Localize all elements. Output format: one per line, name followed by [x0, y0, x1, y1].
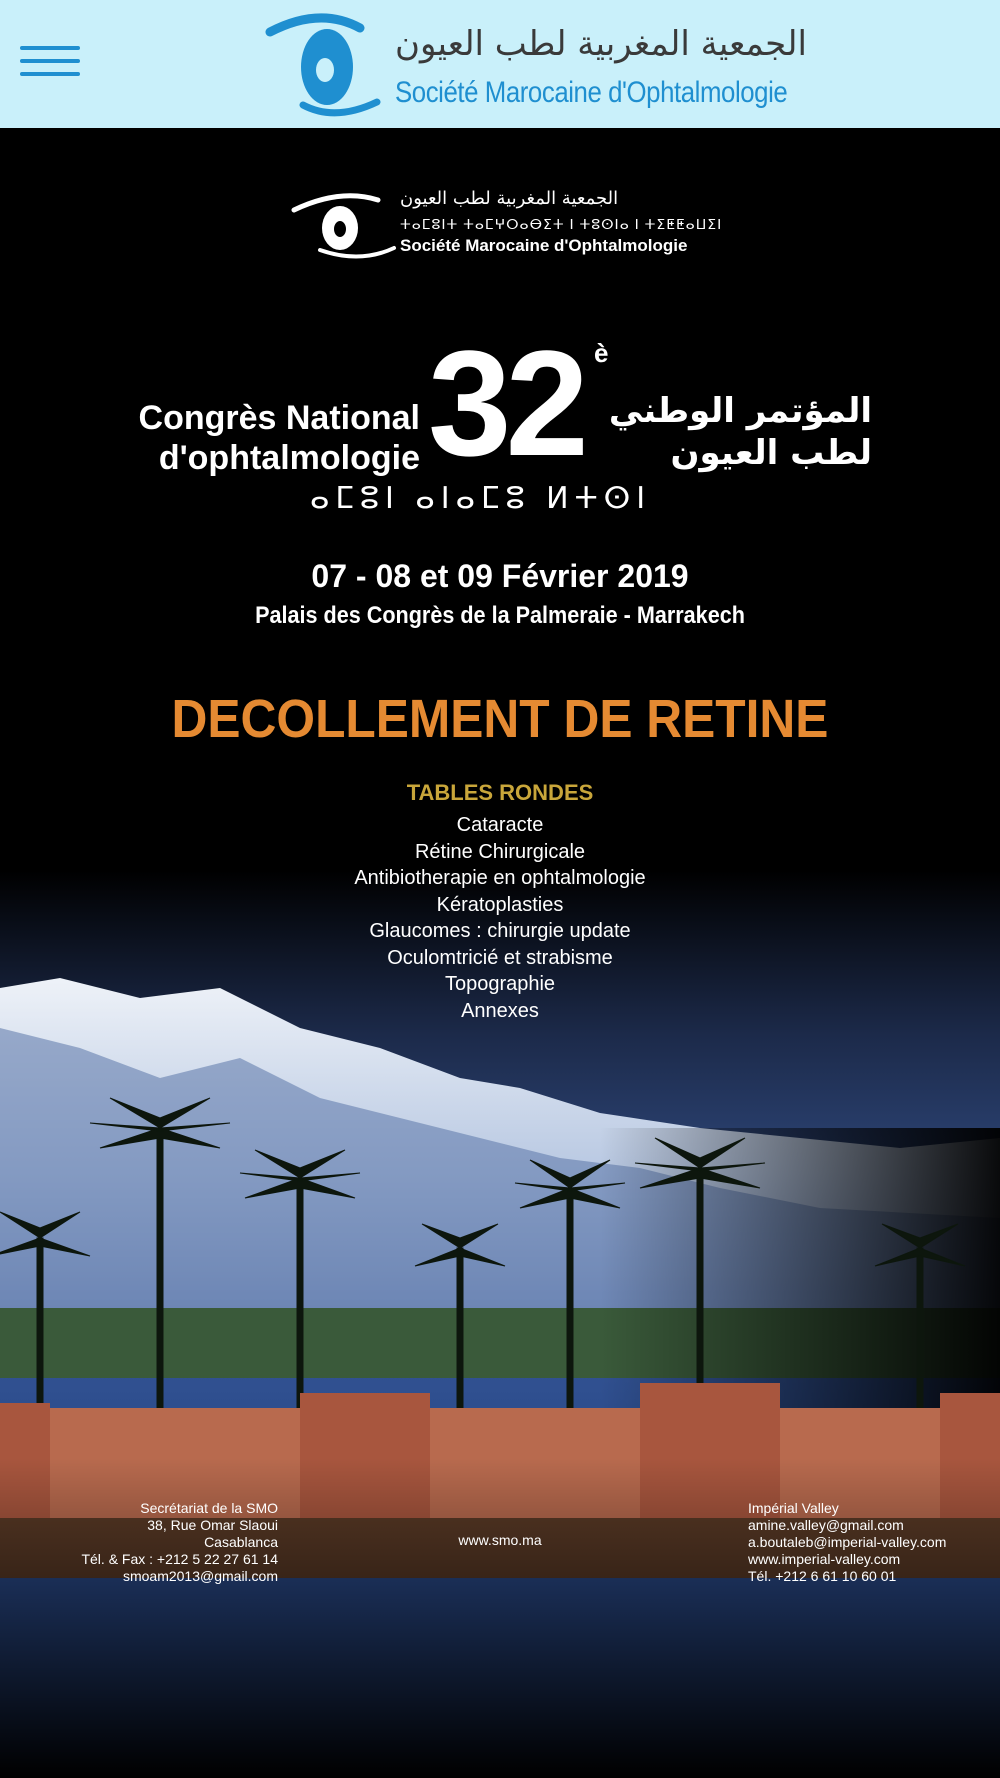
app-header — [0, 0, 1000, 128]
congress-title-french — [130, 398, 420, 478]
edition-suffix: è — [594, 338, 609, 368]
round-table-item: Topographie — [444, 973, 556, 995]
footer-secretariat-contact — [60, 1500, 278, 1585]
congress-poster — [0, 128, 1000, 1778]
footer-line: Tél. & Fax : +212 5 22 27 61 14 — [81, 1551, 278, 1567]
footer-line: amine.valley@gmail.com — [748, 1517, 904, 1533]
eye-logo-icon — [265, 10, 385, 120]
poster-logo-arabic: الجمعية المغربية لطب العيون — [400, 188, 619, 209]
logo-french-text: Société Marocaine d'Ophtalmologie — [395, 76, 788, 109]
congress-dates: 07 - 08 et 09 Février 2019 — [311, 558, 689, 594]
footer-line: www.imperial-valley.com — [748, 1551, 901, 1567]
congress-title-arabic — [602, 390, 872, 474]
round-table-item: Rétine Chirurgicale — [414, 840, 586, 863]
footer-line: smoam2013@gmail.com — [122, 1568, 278, 1584]
round-tables-title: TABLES RONDES — [406, 780, 594, 805]
hamburger-menu-icon[interactable] — [20, 46, 80, 86]
congress-french-line2: d'ophtalmologie — [158, 439, 420, 477]
edition-number: 32 — [428, 319, 583, 487]
footer-line: Impérial Valley — [748, 1500, 839, 1516]
logo-arabic-text: الجمعية المغربية لطب العيون — [395, 24, 807, 64]
congress-topic: DECOLLEMENT DE RETINE — [171, 689, 829, 749]
congress-french-line1: Congrès National — [138, 399, 420, 437]
congress-venue: Palais des Congrès de la Palmeraie - Marrakech — [255, 602, 745, 629]
footer-line: Tél. +212 6 61 10 60 01 — [748, 1568, 897, 1584]
congress-title-tifinagh: ⴰⵎⵓⵏ ⴰⵏⴰⵎⵓ ⵍⵜⵙⵏ — [310, 481, 652, 516]
eye-logo-icon — [290, 188, 400, 268]
round-table-item: Kératoplasties — [436, 893, 564, 916]
round-table-item: Antibiotherapie en ophtalmologie — [354, 867, 646, 889]
footer-line: 38, Rue Omar Slaoui — [147, 1517, 278, 1533]
round-tables-list — [0, 812, 1000, 1024]
round-table-item: Glaucomes : chirurgie update — [369, 920, 631, 942]
round-table-item: Oculomtricié et strabisme — [387, 946, 613, 969]
congress-arabic-line1: المؤتمر الوطني — [608, 391, 872, 431]
round-table-item: Cataracte — [456, 814, 544, 836]
footer-line: Secrétariat de la SMO — [140, 1500, 278, 1516]
site-logo[interactable] — [265, 10, 807, 120]
footer-line: Casablanca — [204, 1534, 278, 1550]
round-table-item: Annexes — [461, 999, 539, 1022]
footer-agency-contact — [748, 1500, 988, 1585]
poster-logo-tifinagh: ⵜⴰⵎⵓⵏⵜ ⵜⴰⵎⵖⵔⴰⴱⵉⵜ ⵏ ⵜⵓⵙⵏⴰ ⵏ ⵜⵉⵟⵟⴰⵡⵉⵏ — [400, 216, 723, 232]
poster-logo — [290, 188, 723, 268]
footer-line: a.boutaleb@imperial-valley.com — [748, 1534, 947, 1550]
footer-website: www.smo.ma — [458, 1532, 542, 1548]
congress-arabic-line2: لطب العيون — [670, 433, 872, 473]
poster-logo-french: Société Marocaine d'Ophtalmologie — [400, 236, 688, 255]
